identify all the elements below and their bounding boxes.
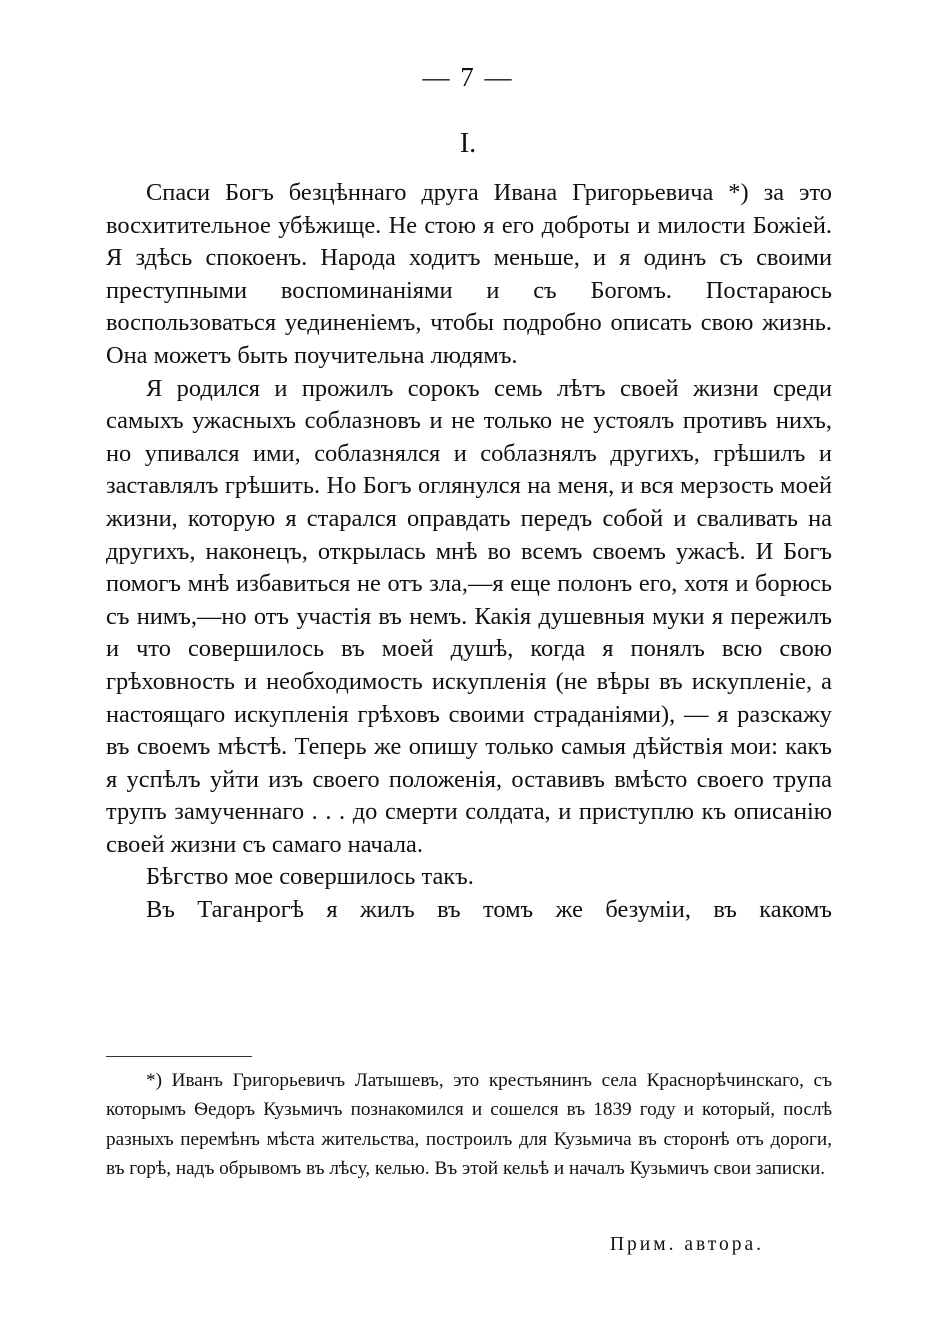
paragraph: Въ Таганрогѣ я жилъ въ томъ же безуміи, въ какомъ xyxy=(146,896,832,924)
chapter-heading: I. xyxy=(459,128,477,159)
paragraph: Спаси Богъ безцѣннаго друга Ивана Григорьевича *) за это восхитительное убѣжище. Не стою я его доброты и милости Божіей. Я здѣсь спокоенъ. Народа ходитъ меньше, и я одинъ съ своими преступными воспоминаніями и съ Богомъ. Постараюсь воспользоваться уединеніемъ, чтобы подробно описать свою жизнь. Она можетъ быть поучительна людямъ. xyxy=(106,179,832,369)
paragraph: Бѣгство мое совершилось такъ. xyxy=(146,863,474,891)
footnote-signature: Прим. автора. xyxy=(609,1234,764,1255)
footnote: *) Иванъ Григорьевичъ Латышевъ, это крестьянинъ села Краснорѣчинскаго, съ которымъ Ѳедоръ Кузьмичъ познакомился и сошелся въ 1839 году и который, послѣ разныхъ перемѣнъ мѣста жительства, построилъ для Кузьмича въ сторонѣ отъ дороги, въ горѣ, надъ обрывомъ въ лѣсу, келью. Въ этой кельѣ и началъ Кузьмичъ свои записки. xyxy=(106,1070,832,1180)
paragraph: Я родился и прожилъ сорокъ семь лѣтъ своей жизни среди самыхъ ужасныхъ соблазновъ и не только не устоялъ противъ нихъ, но упивался ими, соблазнялся и соблазнялъ другихъ, грѣшилъ и заставлялъ грѣшить. Но Богъ оглянулся на меня, и вся мерзость моей жизни, которую я старался оправдать передъ собой и сваливать на другихъ, наконецъ, открылась мнѣ во всемъ своемъ ужасѣ. И Богъ помогъ мнѣ избавиться не отъ зла,—я еще полонъ его, хотя и борюсь съ нимъ,—но отъ участія въ немъ. Какія душевныя муки я пережилъ и что совершилось въ моей душѣ, когда я понялъ всю свою грѣховность и необходимость искупленія (не вѣры въ искупленіе, а настоящаго искупленія грѣховъ своими страданіями), — я разскажу въ своемъ мѣстѣ. Теперь же опишу только самыя дѣйствія мои: какъ я успѣлъ уйти изъ своего положенія, оставивъ вмѣсто своего трупа трупъ замученнаго . . . до смерти солдата, и приступлю къ описанію своей жизни съ самаго начала. xyxy=(106,374,832,858)
footnote-divider xyxy=(106,1056,252,1057)
page-number: — 7 — xyxy=(422,62,514,92)
body-text xyxy=(106,177,832,927)
